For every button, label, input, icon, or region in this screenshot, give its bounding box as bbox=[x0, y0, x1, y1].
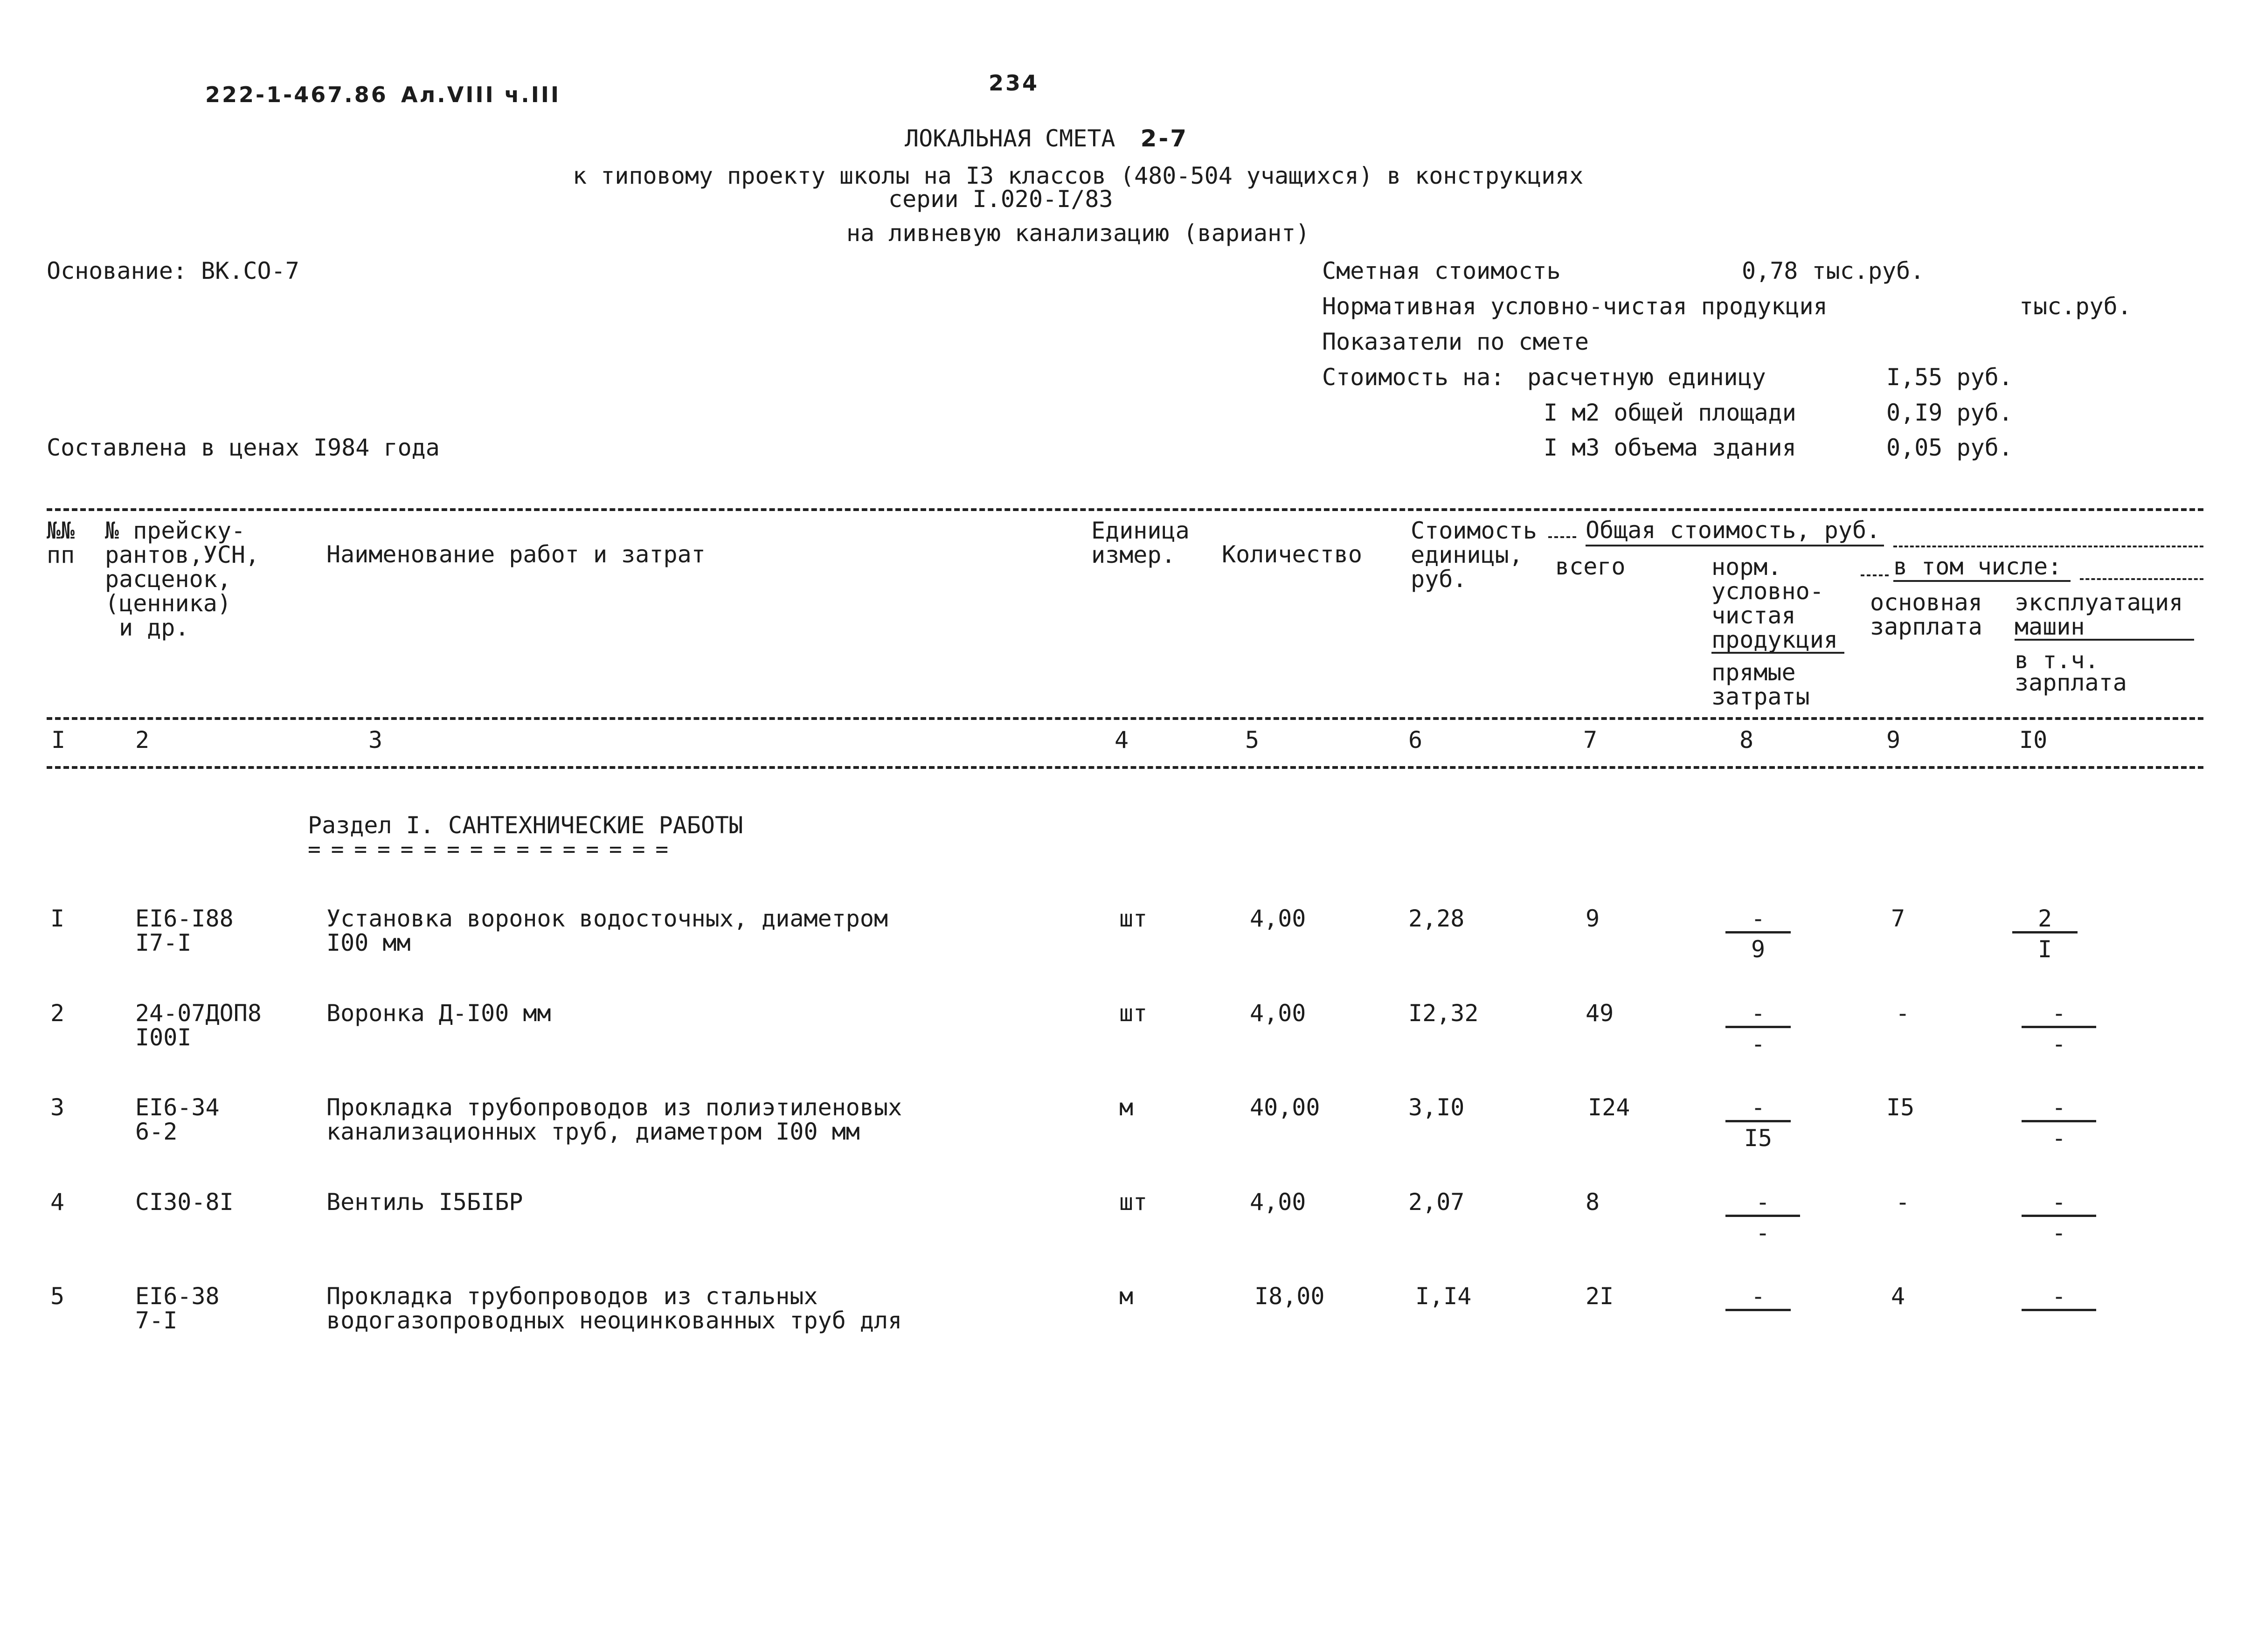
row-number: 5 bbox=[50, 1283, 65, 1310]
colnum-7: 7 bbox=[1583, 726, 1598, 753]
colnum-3: 3 bbox=[368, 726, 383, 753]
row-col8-fraction bbox=[1725, 905, 1791, 963]
section-title: Раздел I. САНТЕХНИЧЕСКИЕ РАБОТЫ bbox=[308, 812, 743, 839]
norm-label: Нормативная условно-чистая продукция bbox=[1322, 293, 1828, 320]
colnum-1: I bbox=[51, 726, 66, 753]
row-price: I2,32 bbox=[1408, 1000, 1479, 1027]
row-total: 2I bbox=[1586, 1283, 1614, 1310]
incl-group-underline bbox=[1893, 580, 2071, 582]
header-col2-line4: (ценника) bbox=[105, 590, 231, 617]
row-col8-top: - bbox=[1755, 1189, 1770, 1216]
row-price: 3,I0 bbox=[1408, 1094, 1465, 1121]
header-col8-line2: условно- bbox=[1711, 578, 1824, 605]
header-col9 bbox=[1870, 590, 1982, 639]
header-col1-line1: №№ bbox=[47, 517, 75, 544]
header-col10-line3: в т.ч. bbox=[2015, 647, 2099, 674]
row-unit: шт bbox=[1119, 1189, 1148, 1216]
row-qty: 4,00 bbox=[1250, 1189, 1306, 1216]
row-col10-bar bbox=[2022, 1026, 2096, 1028]
row-col8-bottom: I5 bbox=[1744, 1125, 1773, 1152]
header-bottom-rule bbox=[47, 766, 2203, 769]
colnum-4: 4 bbox=[1115, 726, 1129, 753]
header-col2-line1: № прейску- bbox=[105, 517, 246, 544]
header-col10-bottom bbox=[2015, 649, 2127, 694]
row-col10-fraction bbox=[2022, 1285, 2096, 1336]
row-col8-bottom: - bbox=[1755, 1219, 1770, 1246]
row-unit: м bbox=[1119, 1283, 1134, 1310]
section-underline: ================ bbox=[308, 836, 679, 862]
per-m3-label: I м3 объема здания bbox=[1544, 434, 1796, 461]
subtitle-line-3: на ливневую канализацию (вариант) bbox=[846, 220, 1310, 247]
row-col9: 7 bbox=[1891, 905, 1905, 932]
incl-group-tail bbox=[2080, 578, 2203, 580]
header-col4 bbox=[1091, 518, 1190, 567]
row-price: 2,28 bbox=[1408, 905, 1465, 932]
total-group-tail bbox=[1893, 546, 2203, 547]
row-col10-bottom: - bbox=[2051, 1030, 2066, 1058]
header-col7: всего bbox=[1555, 553, 1626, 580]
row-name-1: Установка воронок водосточных, диаметром bbox=[326, 905, 888, 932]
row-col10-top: 2 bbox=[2037, 905, 2052, 932]
album-reference: Ал.VIII ч.III bbox=[401, 82, 561, 107]
header-col6-line3: руб. bbox=[1411, 566, 1467, 593]
row-col10-top: - bbox=[2051, 1189, 2066, 1216]
row-col9: - bbox=[1896, 1189, 1910, 1216]
header-col10-line2: машин bbox=[2015, 613, 2085, 640]
row-col8-top: - bbox=[1751, 1094, 1766, 1121]
header-top-rule bbox=[47, 508, 2203, 511]
row-col10-bar bbox=[2022, 1215, 2096, 1217]
row-code-1: ЕI6-38 bbox=[135, 1283, 220, 1310]
row-col10-top: - bbox=[2051, 1000, 2066, 1027]
row-col8-top: - bbox=[1751, 905, 1766, 932]
subtitle-line-1: к типовому проекту школы на I3 классов (480-504 учащихся) в конструкциях bbox=[573, 162, 1584, 189]
header-col8-line5: прямые bbox=[1711, 659, 1796, 686]
colnum-6: 6 bbox=[1408, 726, 1423, 753]
header-col8-line6: затраты bbox=[1711, 683, 1810, 710]
document-title bbox=[905, 127, 1188, 150]
header-col2-line2: рантов,УСН, bbox=[105, 541, 260, 568]
row-col8-bar bbox=[1725, 1120, 1791, 1122]
row-col10-fraction bbox=[2022, 1189, 2096, 1246]
row-col9: 4 bbox=[1891, 1283, 1905, 1310]
row-col8-top: - bbox=[1751, 1000, 1766, 1027]
header-col4-line2: измер. bbox=[1091, 541, 1176, 568]
header-col10-rule bbox=[2015, 639, 2194, 641]
header-col8-line4: продукция bbox=[1711, 626, 1838, 653]
header-col6-line2: единицы, bbox=[1411, 541, 1523, 568]
row-col8-bar bbox=[1725, 1215, 1800, 1217]
row-col10-bottom: I bbox=[2037, 936, 2052, 963]
prices-year: Составлена в ценах I984 года bbox=[47, 434, 440, 461]
incl-group-label: в том числе: bbox=[1893, 553, 2062, 580]
row-code-2: I00I bbox=[135, 1024, 192, 1051]
header-col5: Количество bbox=[1222, 541, 1363, 568]
header-col1-line2: пп bbox=[47, 541, 75, 568]
header-mid-rule bbox=[47, 717, 2203, 720]
row-col10-fraction bbox=[2022, 1000, 2096, 1058]
row-name-2: канализационных труб, диаметром I00 мм bbox=[326, 1118, 860, 1145]
row-code-1: ЕI6-34 bbox=[135, 1094, 220, 1121]
row-col10-bottom: - bbox=[2051, 1219, 2066, 1246]
row-qty: I8,00 bbox=[1254, 1283, 1325, 1310]
header-col8-bottom bbox=[1711, 660, 1810, 709]
row-number: 2 bbox=[50, 1000, 65, 1027]
row-number: 4 bbox=[50, 1189, 65, 1216]
row-price: 2,07 bbox=[1408, 1189, 1465, 1216]
header-col9-line2: зарплата bbox=[1870, 613, 1982, 640]
header-col4-line1: Единица bbox=[1091, 517, 1190, 544]
basis: Основание: ВК.СО-7 bbox=[47, 257, 299, 284]
cost-per-label: Стоимость на: bbox=[1322, 364, 1505, 391]
row-col8-bar bbox=[1725, 1309, 1791, 1311]
row-total: I24 bbox=[1588, 1094, 1630, 1121]
row-col10-fraction bbox=[2022, 1094, 2096, 1152]
row-unit: шт bbox=[1119, 1000, 1148, 1027]
total-group-label: Общая стоимость, руб. bbox=[1586, 517, 1881, 544]
header-col10-line1: эксплуатация bbox=[2015, 589, 2183, 616]
row-unit: м bbox=[1119, 1094, 1134, 1121]
subtitle-line-2: серии I.020-I/83 bbox=[888, 186, 1113, 213]
header-col9-line1: основная bbox=[1870, 589, 1982, 616]
row-name-2: водогазопроводных неоцинкованных труб для bbox=[326, 1307, 902, 1334]
row-col9: I5 bbox=[1886, 1094, 1915, 1121]
row-code-2: 6-2 bbox=[135, 1118, 178, 1145]
colnum-5: 5 bbox=[1245, 726, 1260, 753]
row-col8-fraction bbox=[1725, 1285, 1791, 1336]
row-total: 8 bbox=[1586, 1189, 1600, 1216]
norm-unit: тыс.руб. bbox=[2019, 293, 2132, 320]
row-number: 3 bbox=[50, 1094, 65, 1121]
header-col6 bbox=[1411, 518, 1537, 591]
row-number: I bbox=[50, 905, 65, 932]
header-col2-line5: и др. bbox=[119, 614, 189, 641]
row-col8-fraction bbox=[1725, 1000, 1791, 1058]
cost-label: Сметная стоимость bbox=[1322, 257, 1561, 284]
header-col8 bbox=[1711, 555, 1838, 652]
row-qty: 4,00 bbox=[1250, 905, 1306, 932]
row-col8-top: - bbox=[1751, 1283, 1766, 1310]
row-price: I,I4 bbox=[1415, 1283, 1472, 1310]
row-col8-bottom: 9 bbox=[1751, 936, 1766, 963]
row-total: 49 bbox=[1586, 1000, 1614, 1027]
row-name-1: Прокладка трубопроводов из полиэтиленовых bbox=[326, 1094, 902, 1121]
row-col10-top: - bbox=[2051, 1283, 2066, 1310]
row-col8-bar bbox=[1725, 1026, 1791, 1028]
row-col9: - bbox=[1896, 1000, 1910, 1027]
row-col8-bar bbox=[1725, 931, 1791, 933]
per-unit-value: I,55 руб. bbox=[1886, 364, 2013, 391]
header-col3: Наименование работ и затрат bbox=[326, 541, 706, 568]
row-unit: шт bbox=[1119, 905, 1148, 932]
row-col10-top: - bbox=[2051, 1094, 2066, 1121]
colnum-8: 8 bbox=[1739, 726, 1754, 753]
per-m2-label: I м2 общей площади bbox=[1544, 399, 1796, 426]
row-name-1: Воронка Д-I00 мм bbox=[326, 1000, 551, 1027]
header-col2 bbox=[105, 518, 259, 640]
colnum-10: I0 bbox=[2019, 726, 2048, 753]
per-unit-label: расчетную единицу bbox=[1527, 364, 1766, 391]
per-m2-value: 0,I9 руб. bbox=[1886, 399, 2013, 426]
total-group-underline bbox=[1586, 545, 1884, 546]
header-col2-line3: расценок, bbox=[105, 566, 231, 593]
row-col10-bar bbox=[2012, 931, 2078, 933]
header-col8-line3: чистая bbox=[1711, 602, 1796, 629]
row-name-1: Прокладка трубопроводов из стальных bbox=[326, 1283, 818, 1310]
header-col10 bbox=[2015, 590, 2183, 639]
row-col8-bottom: - bbox=[1751, 1030, 1766, 1058]
row-qty: 40,00 bbox=[1250, 1094, 1320, 1121]
row-code-2: I7-I bbox=[135, 929, 192, 956]
incl-group-lead bbox=[1861, 574, 1889, 576]
header-col8-rule bbox=[1711, 652, 1844, 654]
row-col10-bar bbox=[2022, 1309, 2096, 1311]
row-total: 9 bbox=[1586, 905, 1600, 932]
row-code-1: СI30-8I bbox=[135, 1189, 234, 1216]
header-col6-line1: Стоимость bbox=[1411, 517, 1537, 544]
per-m3-value: 0,05 руб. bbox=[1886, 434, 2013, 461]
header-col1 bbox=[47, 518, 75, 567]
colnum-2: 2 bbox=[135, 726, 150, 753]
row-col10-bar bbox=[2022, 1120, 2096, 1122]
row-col8-fraction bbox=[1725, 1094, 1791, 1152]
page-number: 234 bbox=[989, 70, 1039, 96]
row-qty: 4,00 bbox=[1250, 1000, 1306, 1027]
title-text: ЛОКАЛЬНАЯ СМЕТА bbox=[905, 125, 1115, 152]
cost-value: 0,78 тыс.руб. bbox=[1742, 257, 1925, 284]
indicators-label: Показатели по смете bbox=[1322, 328, 1589, 355]
header-col10-line4: зарплата bbox=[2015, 669, 2127, 696]
document-code: 222-1-467.86 bbox=[205, 82, 388, 107]
colnum-9: 9 bbox=[1886, 726, 1901, 753]
estimate-number: 2-7 bbox=[1140, 125, 1188, 152]
row-code-2: 7-I bbox=[135, 1307, 178, 1334]
row-col10-fraction bbox=[2012, 905, 2078, 963]
row-col10-bottom: - bbox=[2051, 1125, 2066, 1152]
row-name-2: I00 мм bbox=[326, 929, 411, 956]
row-code-1: 24-07ДОП8 bbox=[135, 1000, 262, 1027]
header-col8-line1: норм. bbox=[1711, 553, 1782, 581]
row-code-1: ЕI6-I88 bbox=[135, 905, 234, 932]
row-col8-fraction bbox=[1725, 1189, 1800, 1246]
row-name-1: Вентиль I5БIБР bbox=[326, 1189, 523, 1216]
total-group-lead bbox=[1548, 536, 1576, 538]
